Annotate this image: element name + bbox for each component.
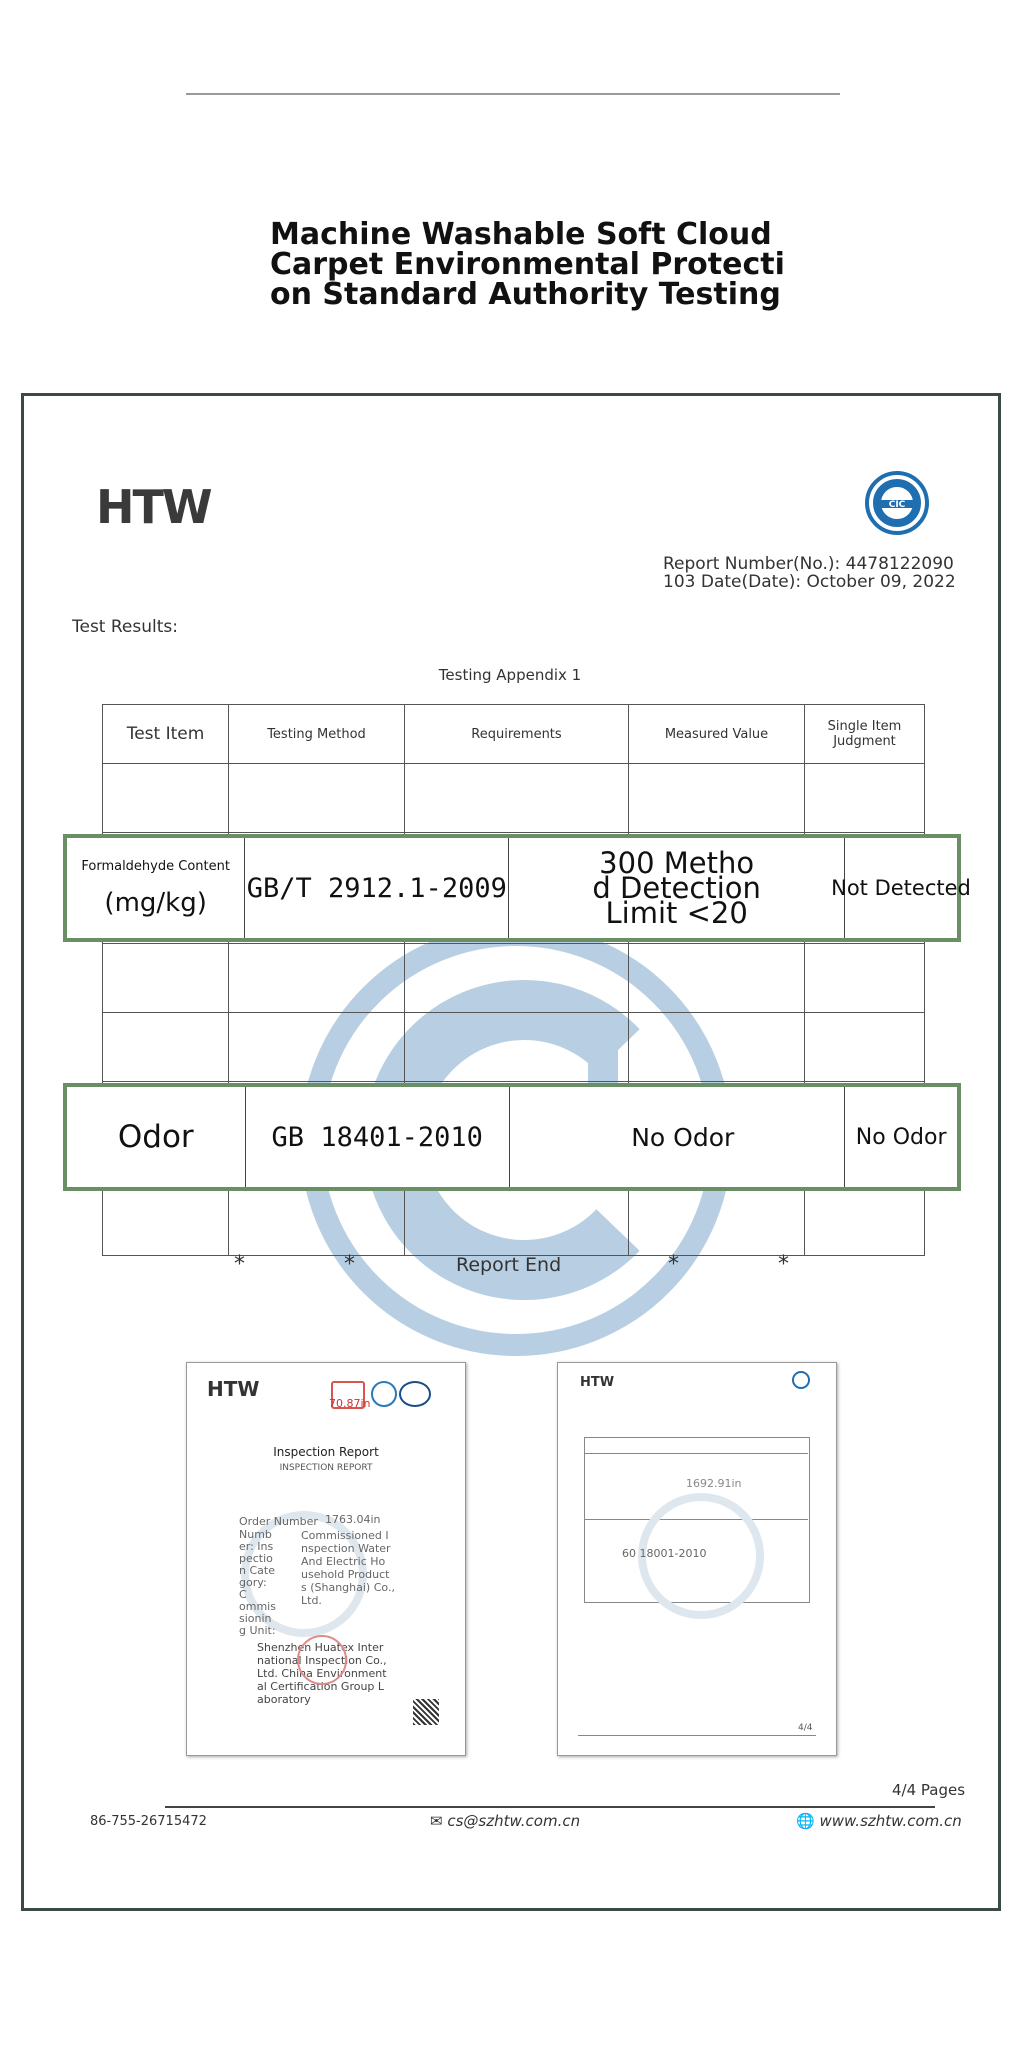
- footer-website-text: www.szhtw.com.cn: [819, 1812, 962, 1830]
- thumb-cic-icon: [792, 1371, 810, 1389]
- cell-method: GB/T 2912.1-2009: [245, 838, 509, 938]
- report-end-row: [102, 1252, 924, 1282]
- appendix-label: Testing Appendix 1: [438, 666, 582, 684]
- page-counter: 4/4 Pages: [892, 1781, 966, 1799]
- star-mark: *: [778, 1252, 789, 1277]
- item-unit: (mg/kg): [104, 887, 207, 918]
- report-number: Report Number(No.): 4478122090: [663, 554, 954, 574]
- thumb-value-2: 60 18001-2010: [622, 1547, 707, 1560]
- report-cover-thumbnail: [186, 1362, 466, 1756]
- header-measured-value: Measured Value: [629, 705, 805, 764]
- cell-test-item: [67, 838, 245, 938]
- table-row: [103, 1187, 925, 1256]
- cell-judgment: No Odor: [855, 1124, 947, 1150]
- htw-logo-text: HTW: [96, 480, 211, 534]
- top-divider: [186, 93, 840, 95]
- thumb-labels: Numb er: Ins pectio n Cate gory: C ommis sionin g Unit:: [239, 1528, 276, 1637]
- cnas-seal-icon: [399, 1381, 431, 1407]
- cell-judgment: Not Detected: [831, 876, 971, 900]
- header-test-item: Test Item: [103, 705, 229, 764]
- globe-icon: 🌐: [796, 1812, 820, 1830]
- thumb-title: Inspection Report: [273, 1445, 379, 1459]
- title-line-3: on Standard Authority Testing: [270, 277, 781, 312]
- header-requirements: Requirements: [405, 705, 629, 764]
- table-row: [103, 944, 925, 1013]
- cic-logo-icon: [864, 470, 930, 536]
- thumb-order-label: Order Number: [239, 1515, 318, 1528]
- star-mark: *: [234, 1252, 245, 1277]
- footer-divider: [165, 1806, 935, 1808]
- thumb-subtitle: INSPECTION REPORT: [279, 1463, 373, 1473]
- cell-method: GB 18401-2010: [246, 1087, 510, 1187]
- result-row-formaldehyde: [63, 834, 971, 942]
- footer-email-text: cs@szhtw.com.cn: [447, 1812, 581, 1830]
- htw-logo: [96, 480, 211, 534]
- footer-website: [796, 1812, 962, 1830]
- footer-email: [430, 1812, 580, 1830]
- title-line-2: Carpet Environmental Protecti: [270, 247, 785, 282]
- thumb-number: 70.87in: [329, 1397, 371, 1410]
- qr-code-icon: [413, 1699, 439, 1725]
- test-results-label: Test Results:: [72, 617, 178, 637]
- title-line-1: Machine Washable Soft Cloud: [270, 217, 772, 252]
- cic-logo-text: CIC: [888, 500, 906, 510]
- result-row-odor: [63, 1083, 961, 1191]
- footer-phone: 86-755-26715472: [90, 1814, 207, 1829]
- report-date: 103 Date(Date): October 09, 2022: [663, 572, 956, 592]
- table-header-row: [103, 705, 925, 764]
- thumb-htw-logo: HTW: [580, 1375, 615, 1390]
- test-page-thumbnail: [557, 1362, 837, 1756]
- req-line-3: Limit <20: [605, 895, 748, 930]
- report-meta: [663, 555, 956, 591]
- table-row: [103, 1013, 925, 1082]
- header-testing-method: Testing Method: [229, 705, 405, 764]
- red-stamp-icon: [297, 1635, 347, 1685]
- thumb-page: 4/4: [798, 1723, 813, 1733]
- ilac-seal-icon: [371, 1381, 397, 1407]
- cell-requirement: [509, 838, 845, 938]
- report-end-label: Report End: [456, 1254, 562, 1276]
- item-name: Formaldehyde Content: [81, 858, 230, 874]
- page-title: [270, 217, 850, 312]
- thumb-issuer: Shenzhen Huatex Inter national Inspection Co., Ltd. China Environment al Certification Group L aboratory: [257, 1641, 387, 1706]
- cell-requirement: No Odor: [510, 1087, 845, 1187]
- thumb-htw-logo: HTW: [207, 1377, 260, 1401]
- thumb-values: Commissioned I nspection Water And Electric Ho usehold Product s (Shanghai) Co., Ltd.: [301, 1529, 395, 1607]
- req-line-2: d Detection: [592, 870, 761, 905]
- thumb-value-1: 1692.91in: [686, 1477, 742, 1490]
- mail-icon: ✉: [430, 1812, 448, 1830]
- thumb-order-value: 1763.04in: [325, 1513, 381, 1526]
- header-judgment: Single Item Judgment: [805, 705, 925, 764]
- star-mark: *: [668, 1252, 679, 1277]
- table-row: [103, 764, 925, 833]
- star-mark: *: [344, 1252, 355, 1277]
- req-line-1: 300 Metho: [599, 845, 755, 880]
- cell-test-item: Odor: [67, 1087, 246, 1187]
